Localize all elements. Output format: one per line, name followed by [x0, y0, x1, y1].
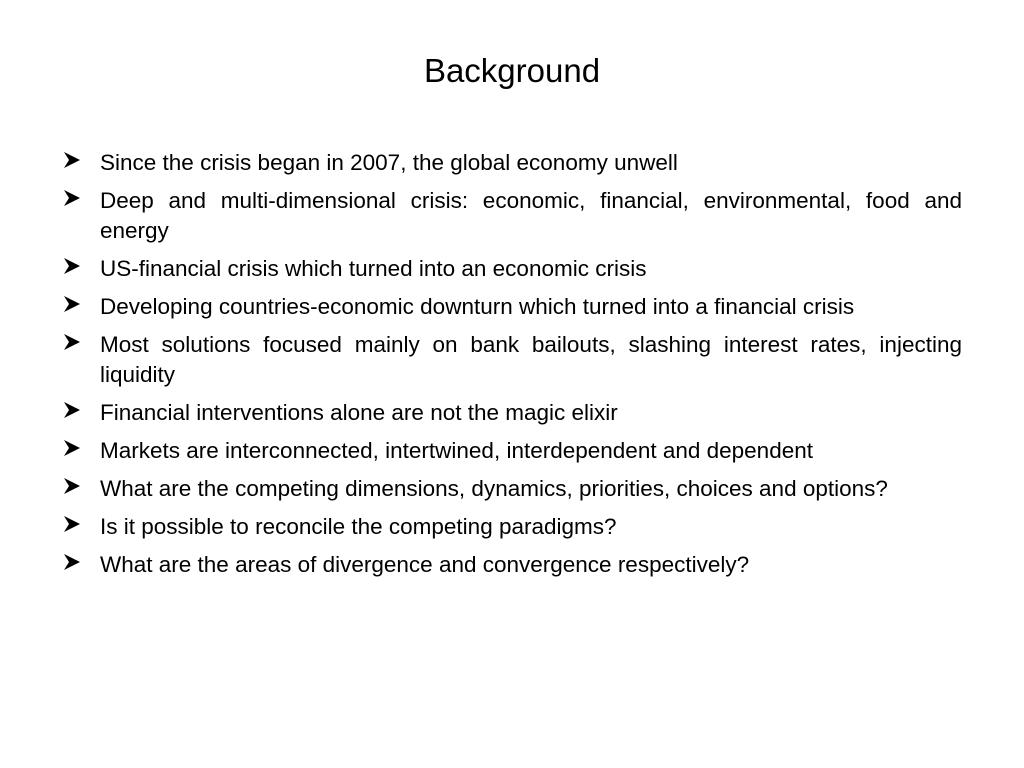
arrow-bullet-icon	[62, 552, 84, 574]
bullet-text: Markets are interconnected, intertwined, interdependent and dependent	[100, 438, 813, 463]
list-item	[62, 474, 962, 504]
list-item	[62, 186, 962, 246]
list-item	[62, 148, 962, 178]
bullet-text: Financial interventions alone are not the magic elixir	[100, 400, 618, 425]
arrow-bullet-icon	[62, 150, 84, 172]
arrow-bullet-icon	[62, 476, 84, 498]
bullet-text: Developing countries-economic downturn which turned into a financial crisis	[100, 294, 855, 319]
arrow-bullet-icon	[62, 400, 84, 422]
arrow-bullet-icon	[62, 514, 84, 536]
list-item	[62, 330, 962, 390]
arrow-bullet-icon	[62, 438, 84, 460]
slide-title: Background	[423, 52, 601, 89]
bullet-text: Is it possible to reconcile the competing paradigms?	[100, 514, 617, 539]
list-item	[62, 550, 962, 580]
bullet-text: Most solutions focused mainly on bank bailouts, slashing interest rates, injecting liquidity	[100, 332, 962, 387]
arrow-bullet-icon	[62, 294, 84, 316]
list-item	[62, 398, 962, 428]
bullet-text: What are the competing dimensions, dynamics, priorities, choices and options?	[100, 476, 888, 501]
arrow-bullet-icon	[62, 332, 84, 354]
list-item	[62, 436, 962, 466]
bullet-text: Since the crisis began in 2007, the global economy unwell	[100, 150, 678, 175]
list-item	[62, 292, 962, 322]
list-item	[62, 512, 962, 542]
bullet-text: US-financial crisis which turned into an economic crisis	[100, 256, 647, 281]
list-item	[62, 254, 962, 284]
bullet-list	[62, 148, 962, 588]
bullet-text: Deep and multi-dimensional crisis: economic, financial, environmental, food and energy	[100, 188, 962, 243]
arrow-bullet-icon	[62, 188, 84, 210]
arrow-bullet-icon	[62, 256, 84, 278]
bullet-text: What are the areas of divergence and convergence respectively?	[100, 552, 750, 577]
